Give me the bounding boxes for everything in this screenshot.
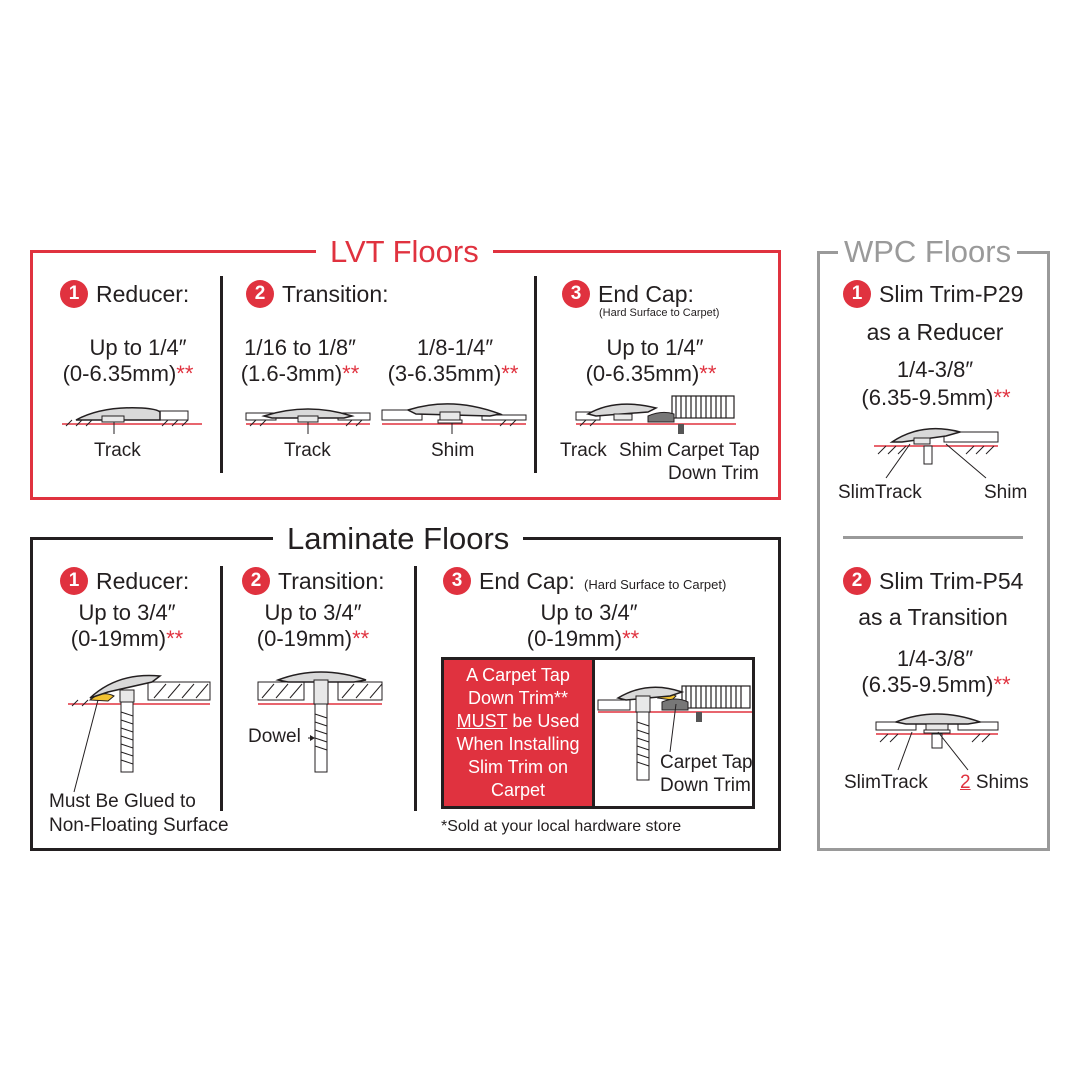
lvt-endcap-diagram [576, 390, 736, 440]
carpet-pile [672, 396, 734, 418]
laminate-reducer-number-badge: 1 [60, 567, 88, 595]
lvt-floors-title: LVT Floors [316, 235, 493, 269]
laminate-transition-mm [238, 626, 388, 651]
laminate-floors-title: Laminate Floors [273, 522, 523, 556]
lvt-reducer-diagram [62, 398, 202, 438]
laminate-endcap-carpet-label-1: Carpet Tap [660, 752, 753, 773]
wpc-p54-diagram [876, 708, 998, 774]
wpc-p29-diagram [874, 420, 998, 480]
wpc-p29-range: 1/4-3/8″ [896, 357, 974, 382]
lvt-transition-number-badge: 2 [246, 280, 274, 308]
wpc-p29-asterisk: ** [993, 385, 1011, 410]
wpc-p54-subheading: as a Transition [858, 604, 1008, 630]
lvt-transition-a-diagram [246, 398, 370, 438]
lvt-transition-b-mm [378, 361, 528, 386]
wpc-p54-shims-text: Shims [970, 772, 1029, 793]
laminate-reducer-mm [52, 626, 202, 651]
lvt-endcap-heading: End Cap: [598, 281, 694, 307]
lvt-transition-a-track-label: Track [284, 440, 331, 461]
lvt-endcap-track-label: Track [560, 440, 607, 461]
wpc-p29-mm-text: (6.35-9.5mm) [861, 385, 994, 410]
laminate-endcap-number-badge: 3 [443, 567, 471, 595]
laminate-divider-1 [220, 566, 223, 811]
wpc-p54-mm-text: (6.35-9.5mm) [861, 672, 994, 697]
wpc-divider [843, 536, 1023, 539]
lvt-transition-a-mm-text: (1.6-3mm) [240, 361, 343, 386]
laminate-reducer-heading: Reducer: [96, 568, 190, 594]
wpc-floors-title: WPC Floors [838, 235, 1017, 269]
lvt-transition-b-range: 1/8-1/4″ [416, 335, 494, 360]
lvt-transition-a-mm [225, 361, 375, 386]
laminate-endcap-mm [508, 626, 658, 651]
lvt-divider-2 [534, 276, 537, 473]
laminate-reducer-note-2: Non-Floating Surface [49, 815, 229, 836]
lvt-transition-b-mm-text: (3-6.35mm) [387, 361, 502, 386]
lvt-endcap-asterisk: ** [699, 361, 717, 386]
lvt-endcap-number-badge: 3 [562, 280, 590, 308]
laminate-divider-2 [414, 566, 417, 811]
wpc-p54-asterisk: ** [993, 672, 1011, 697]
laminate-reducer-asterisk: ** [166, 626, 184, 651]
wpc-p29-track-label: SlimTrack [838, 482, 922, 503]
laminate-transition-mm-text: (0-19mm) [256, 626, 353, 651]
wpc-p54-heading: Slim Trim-P54 [879, 568, 1024, 594]
wpc-p54-shims-count: 2 [960, 772, 971, 793]
laminate-transition-asterisk: ** [352, 626, 370, 651]
carpet-warning-line-1: A Carpet Tap [466, 665, 570, 685]
lvt-divider-1 [220, 276, 223, 473]
lvt-reducer-heading: Reducer: [96, 281, 190, 307]
carpet-warning-line-3 [444, 710, 592, 733]
laminate-transition-dowel-label: Dowel [248, 726, 301, 747]
laminate-endcap-heading: End Cap: [479, 568, 575, 594]
laminate-transition-diagram [258, 666, 382, 776]
lvt-endcap-mm [576, 361, 726, 386]
floor-hatch [62, 420, 202, 426]
laminate-transition-heading: Transition: [278, 568, 385, 594]
lvt-transition-b-shim-label: Shim [431, 440, 475, 461]
lvt-endcap-carpet-label-2: Down Trim [668, 463, 759, 484]
lvt-endcap-shim-label: Shim [619, 440, 663, 461]
carpet-warning-box [444, 660, 595, 806]
laminate-endcap-asterisk: ** [622, 626, 640, 651]
lvt-transition-b-asterisk: ** [501, 361, 519, 386]
lvt-reducer-mm [48, 361, 208, 386]
wpc-p29-shim-label: Shim [984, 482, 1028, 503]
lvt-reducer-range: Up to 1/4″ [89, 335, 187, 360]
wpc-p29-subheading: as a Reducer [866, 319, 1004, 345]
lvt-endcap-range: Up to 1/4″ [606, 335, 704, 360]
wpc-p54-number-badge: 2 [843, 567, 871, 595]
lvt-endcap-mm-text: (0-6.35mm) [585, 361, 700, 386]
laminate-transition-number-badge: 2 [242, 567, 270, 595]
lvt-endcap-carpet-label-1: Carpet Tap [667, 440, 760, 461]
laminate-reducer-mm-text: (0-19mm) [70, 626, 167, 651]
laminate-endcap-mm-text: (0-19mm) [526, 626, 623, 651]
laminate-reducer-note-1: Must Be Glued to [49, 791, 196, 812]
wpc-p54-mm [851, 672, 1021, 697]
wpc-p54-shims-label [960, 772, 1029, 794]
carpet-warning-be-used: be Used [507, 711, 580, 731]
lvt-transition-a-range: 1/16 to 1/8″ [244, 335, 356, 360]
carpet-warning-line-4: When Installing [456, 734, 580, 754]
lvt-reducer-track-label: Track [94, 440, 141, 461]
lvt-transition-heading: Transition: [282, 281, 389, 307]
lvt-endcap-subheading: (Hard Surface to Carpet) [599, 307, 720, 319]
laminate-endcap-carpet-label-2: Down Trim [660, 775, 751, 796]
wpc-p29-mm [851, 385, 1021, 410]
wpc-p54-range: 1/4-3/8″ [896, 646, 974, 671]
laminate-reducer-range: Up to 3/4″ [78, 600, 176, 625]
wpc-p54-track-label: SlimTrack [844, 772, 928, 793]
laminate-reducer-diagram [68, 668, 210, 778]
laminate-footnote: *Sold at your local hardware store [441, 818, 682, 835]
carpet-warning-line-2: Down Trim** [467, 688, 569, 708]
laminate-endcap-range: Up to 3/4″ [540, 600, 638, 625]
lvt-reducer-asterisk: ** [176, 361, 194, 386]
lvt-reducer-mm-text: (0-6.35mm) [62, 361, 177, 386]
lvt-transition-a-asterisk: ** [342, 361, 360, 386]
carpet-warning-line-5: Slim Trim on [467, 757, 568, 777]
laminate-transition-range: Up to 3/4″ [264, 600, 362, 625]
carpet-warning-line-6: Carpet [490, 780, 546, 800]
lvt-transition-b-diagram [382, 396, 526, 438]
laminate-endcap-subheading: (Hard Surface to Carpet) [584, 577, 727, 592]
lvt-reducer-number-badge: 1 [60, 280, 88, 308]
wpc-p29-heading: Slim Trim-P29 [879, 281, 1024, 307]
carpet-warning-must: MUST [456, 711, 508, 731]
wpc-p29-number-badge: 1 [843, 280, 871, 308]
